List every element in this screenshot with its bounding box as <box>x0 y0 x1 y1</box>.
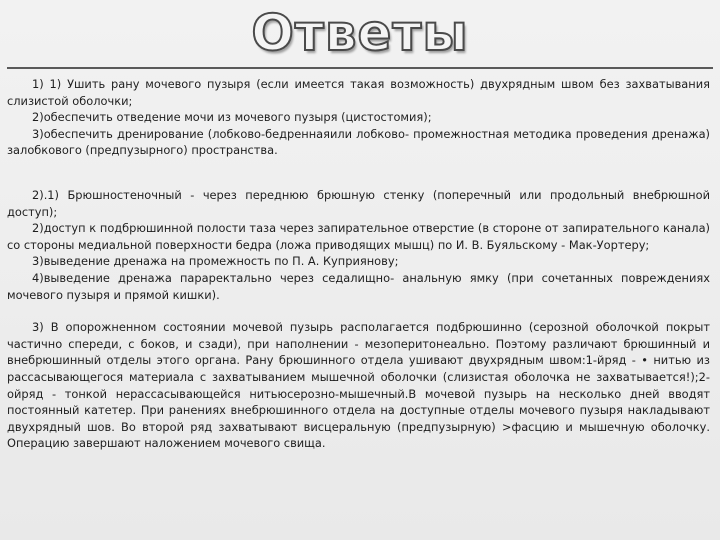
answer-2-item-1: 2).1) Брюшностеночный - через переднюю брюшную стенку (поперечный или продольный внебрюшной доступ); <box>7 187 710 219</box>
answer-2-item-3: 3)выведение дренажа на промежность по П. А. Куприянову; <box>32 254 399 269</box>
answer-section-2 <box>7 187 710 303</box>
answer-3-paragraph: 3) В опорожненном состоянии мочевой пузырь располагается подбрюшинно (серозной оболочкой покрыт частично спереди, с боков, и сзади), при наполнении - мезоперитонеально. Поэтому различают брюшинный и внебрюшинный отделы этого органа. Рану брюшинного отдела ушивают двухрядным швом:1-йряд - • нитью из рассасывающегося материала с захватыванием мышечной оболочки (слизистая оболочка не захватывается!);2-ойряд - тонкой нерассасывающейся нитьюсерозно-мышечный.В мочевой пузырь на несколько дней вводят постоянный катетер. При ранениях внебрюшинного отдела на доступные отделы мочевого пузыря накладывают двухрядный шов. Во второй ряд захватывают висцеральную (предпузырную) >фасцию и мышечную оболочку. Операцию завершают наложением мочевого свища. <box>7 320 710 451</box>
answer-2-item-2: 2)доступ к подбрюшинной полости таза через запирательное отверстие (в стороне от запирательного канала) со стороны медиальной поверхности бедра (ложа приводящих мышц) по И. В. Буяльскому - Мак-Уортеру; <box>7 221 710 252</box>
answer-section-1 <box>7 76 710 159</box>
answer-2-item-4: 4)выведение дренажа параректально через седалищно- анальную ямку (при сочетанных повреждениях мочевого пузыря и прямой кишки). <box>7 270 710 302</box>
answer-section-3 <box>7 319 710 452</box>
title-underline <box>7 67 713 69</box>
slide-title: Ответы <box>251 4 469 62</box>
answer-text <box>7 76 710 452</box>
answer-1-item-2: 2)обеспечить отведение мочи из мочевого пузыря (цистостомия); <box>32 110 432 125</box>
answer-1-item-3: 3)обеспечить дренирование (лобково-бедреннаяили лобково- промежностная методика проведения дренажа) залобкового (предпузырного) пространства. <box>7 126 710 158</box>
answer-1-item-1: 1) 1) Ушить рану мочевого пузыря (если имеется такая возможность) двухрядным швом без захватывания слизистой оболочки; <box>7 77 710 108</box>
